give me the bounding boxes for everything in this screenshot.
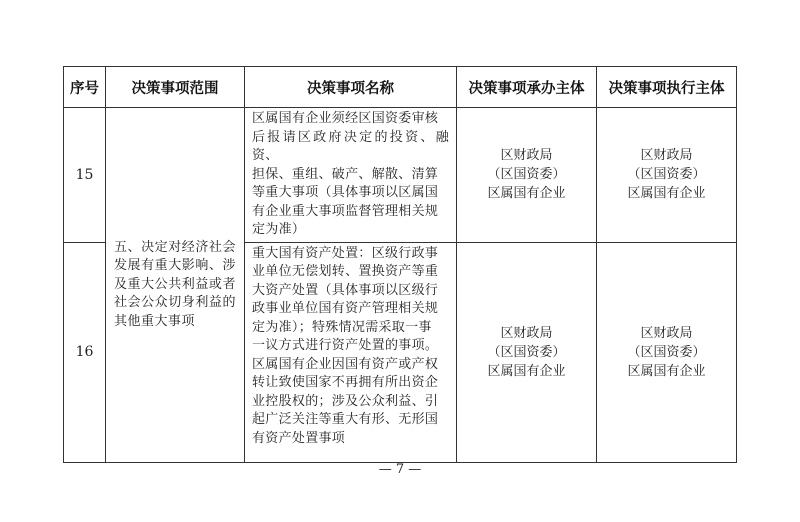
decision-scope-cell: 五、决定对经济社会发展有重大影响、涉及重大公共利益或者社会公众切身利益的其他重大事项 xyxy=(106,108,245,463)
executor-line: 区属国有企业 xyxy=(627,186,706,202)
undertaker-line: 区财政局 xyxy=(500,148,553,164)
decision-item-name-text: 重大国有资产处置：区级行政事 业单位无偿划转、置换资产等重 大资产处置（具体事项以区级行 政事业单位国有资产管理相关规 定为准）；特殊情况需采取一事 一议方式进行资产处置的事项。 区属国有企业因国有资产或产权 转让致使国家不再拥有所出资企 业控股权的；涉及公众利益、引 起广泛关注等重大有形、无形国 有资产处置事项 xyxy=(252,245,439,446)
undertaking-body-cell xyxy=(457,242,597,462)
executor-line: 区财政局 xyxy=(640,148,693,164)
header-undertaking-body: 决策事项承办主体 xyxy=(457,67,597,108)
undertaker-line: （区国资委） xyxy=(487,167,566,183)
undertaking-body-cell xyxy=(457,108,597,243)
undertaker-line: （区国资委） xyxy=(487,344,566,360)
executor-line: （区国资委） xyxy=(627,344,706,360)
decision-items-table xyxy=(63,66,737,463)
header-decision-scope: 决策事项范围 xyxy=(106,67,245,108)
undertaker-line: 区属国有企业 xyxy=(487,186,566,202)
decision-item-name-cell xyxy=(245,242,457,462)
row-number: 16 xyxy=(64,242,106,462)
executor-line: （区国资委） xyxy=(627,167,706,183)
table-header-row xyxy=(64,67,737,108)
decision-item-name-text: 区属国有企业须经区国资委审核 后报请区政府决定的投资、融资、 担保、重组、破产、解散、清算 等重大事项（具体事项以区属国 有企业重大事项监督管理相关规 定为准） xyxy=(252,111,449,237)
undertaker-line: 区财政局 xyxy=(500,325,553,341)
page-number: — 7 — xyxy=(378,462,422,477)
executing-body-cell xyxy=(597,108,737,243)
executor-line: 区财政局 xyxy=(640,325,693,341)
decision-item-name-cell xyxy=(245,108,457,243)
executor-line: 区属国有企业 xyxy=(627,363,706,379)
executing-body-cell xyxy=(597,242,737,462)
undertaker-line: 区属国有企业 xyxy=(487,363,566,379)
header-serial-number: 序号 xyxy=(64,67,106,108)
table-row xyxy=(64,108,737,243)
header-decision-item-name: 决策事项名称 xyxy=(245,67,457,108)
row-number: 15 xyxy=(64,108,106,243)
header-executing-body: 决策事项执行主体 xyxy=(597,67,737,108)
